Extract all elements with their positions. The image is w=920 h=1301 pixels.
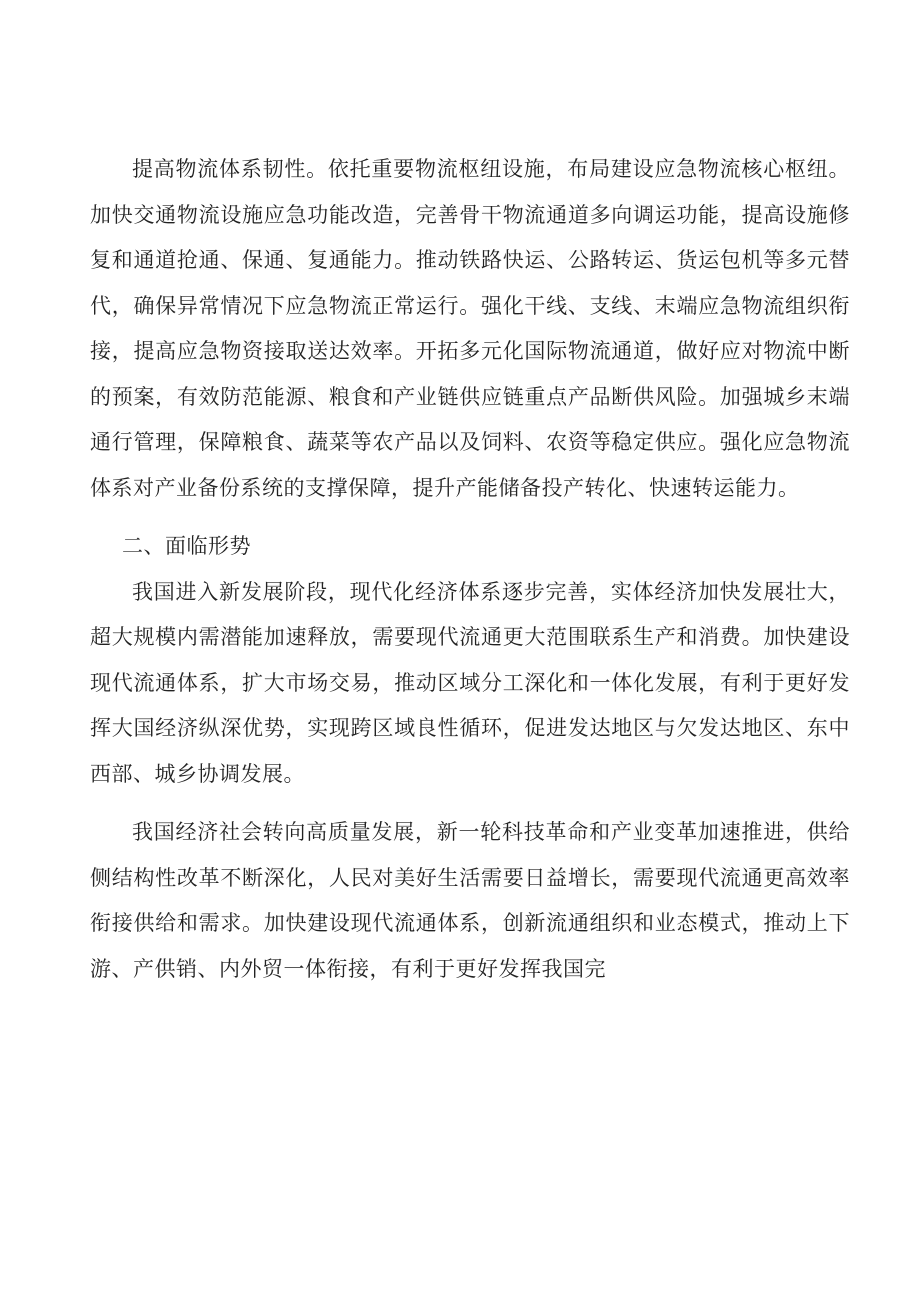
paragraph-logistics-resilience: 提高物流体系韧性。依托重要物流枢纽设施，布局建设应急物流核心枢纽。加快交通物流设施应急功能改造，完善骨干物流通道多向调运功能，提高设施修复和通道抢通、保通、复通能力。推动铁路快运、公路转运、货运包机等多元替代，确保异常情况下应急物流正常运行。强化干线、支线、末端应急物流组织衔接，提高应急物资接取送达效率。开拓多元化国际物流通道，做好应对物流中断的预案，有效防范能源、粮食和产业链供应链重点产品断供风险。加强城乡末端通行管理，保障粮食、蔬菜等农产品以及饲料、农资等稳定供应。强化应急物流体系对产业备份系统的支撑保障，提升产能储备投产转化、快速转运能力。 <box>90 157 850 500</box>
document-page <box>90 147 850 992</box>
paragraph-new-development-stage: 我国进入新发展阶段，现代化经济体系逐步完善，实体经济加快发展壮大，超大规模内需潜能加速释放，需要现代流通更大范围联系生产和消费。加快建设现代流通体系，扩大市场交易，推动区域分工深化和一体化发展，有利于更好发挥大国经济纵深优势，实现跨区域良性循环，促进发达地区与欠发达地区、东中西部、城乡协调发展。 <box>90 579 850 786</box>
paragraph-high-quality-development: 我国经济社会转向高质量发展，新一轮科技革命和产业变革加速推进，供给侧结构性改革不断深化，人民对美好生活需要日益增长，需要现代流通更高效率衔接供给和需求。加快建设现代流通体系，创新流通组织和业态模式，推动上下游、产供销、内外贸一体衔接，有利于更好发挥我国完 <box>90 820 850 981</box>
section-heading: 二、面临形势 <box>122 534 251 558</box>
